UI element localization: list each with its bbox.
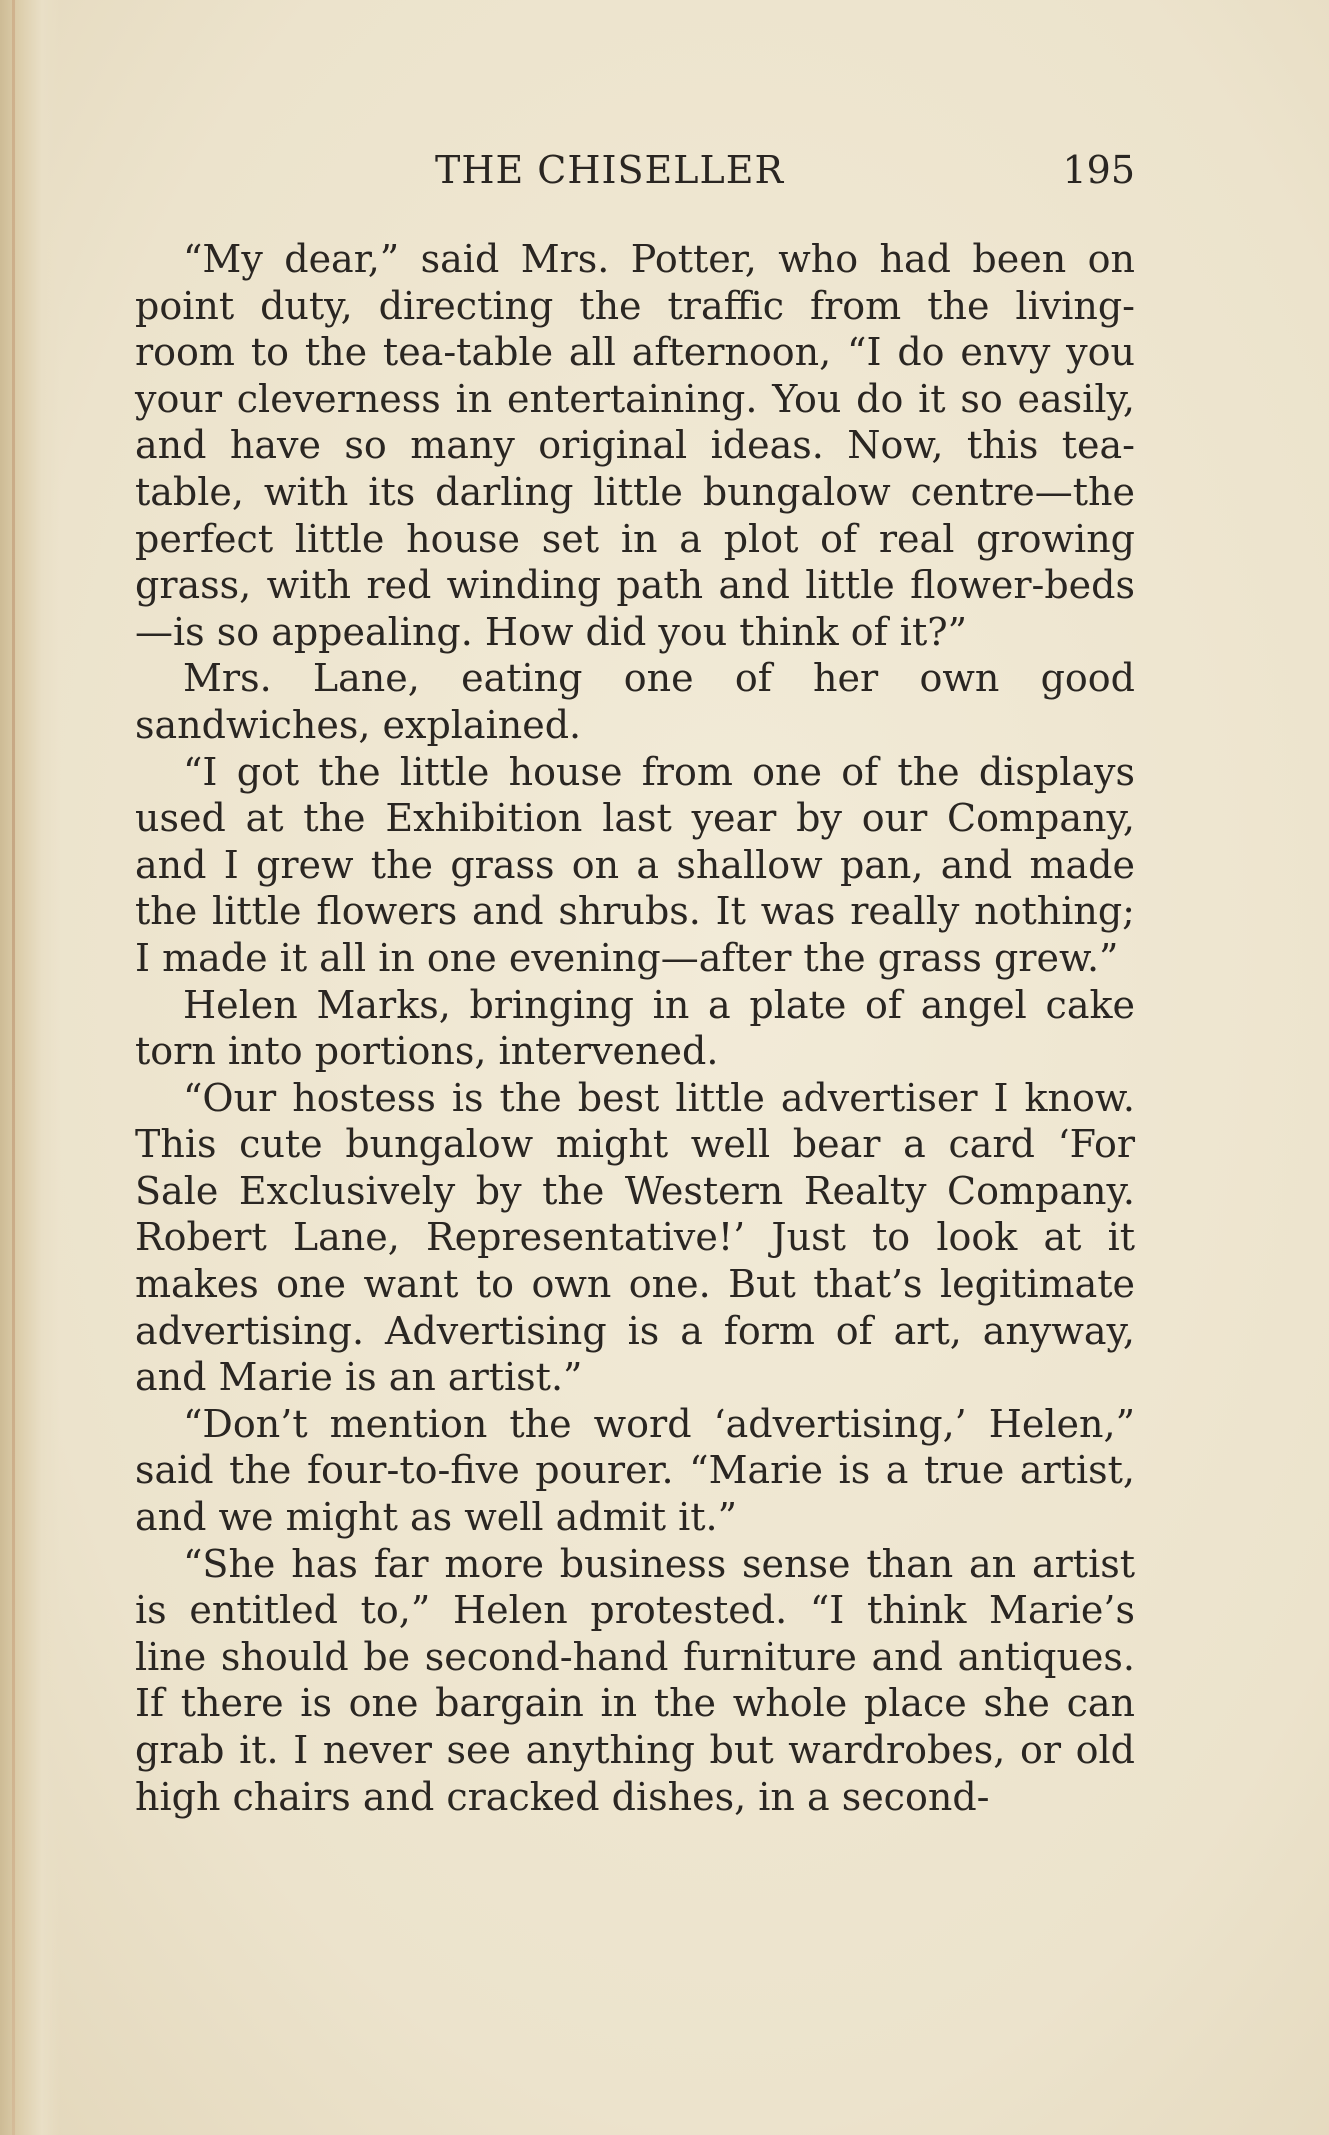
paragraph: Helen Marks, bringing in a plate of angel cake torn into portions, intervened.	[135, 982, 1135, 1074]
page-header	[135, 148, 1135, 198]
paragraph: “She has far more business sense than an artist is entitled to,” Helen protested. “I think Marie’s line should be second-hand furniture and antiques. If there is one bargain in the whole place she can grab it. I never see anything but wardrobes, or old high chairs and cracked dishes, in a second-	[135, 1541, 1135, 1819]
page-gutter	[0, 0, 60, 2135]
running-head: THE CHISELLER	[435, 148, 785, 192]
paragraph: “Don’t mention the word ‘advertising,’ Helen,” said the four-to-five pourer. “Marie is a true artist, and we might as well admit it.”	[135, 1401, 1135, 1540]
body-text	[135, 236, 1135, 1820]
paragraph: “Our hostess is the best little advertiser I know. This cute bungalow might well bear a card ‘For Sale Exclusively by the Western Realty Company. Robert Lane, Representative!’ Just to look at it makes one want to own one. But that’s legitimate advertising. Advertising is a form of art, anyway, and Marie is an artist.”	[135, 1075, 1135, 1400]
paragraph: “I got the little house from one of the displays used at the Exhibition last year by our Company, and I grew the grass on a shallow pan, and made the little flowers and shrubs. It was really nothing; I made it all in one evening—after the grass grew.”	[135, 749, 1135, 980]
paragraph: “My dear,” said Mrs. Potter, who had been on point duty, directing the traffic from the living-room to the tea-table all afternoon, “I do envy you your cleverness in entertaining. You do it so easily, and have so many original ideas. Now, this tea-table, with its darling little bungalow centre—the perfect little house set in a plot of real growing grass, with red winding path and little flower-beds—is so appealing. How did you think of it?”	[135, 237, 1135, 654]
paragraph: Mrs. Lane, eating one of her own good sandwiches, explained.	[135, 656, 1135, 747]
page-number: 195	[1062, 148, 1135, 192]
binding-edge	[12, 0, 15, 2135]
